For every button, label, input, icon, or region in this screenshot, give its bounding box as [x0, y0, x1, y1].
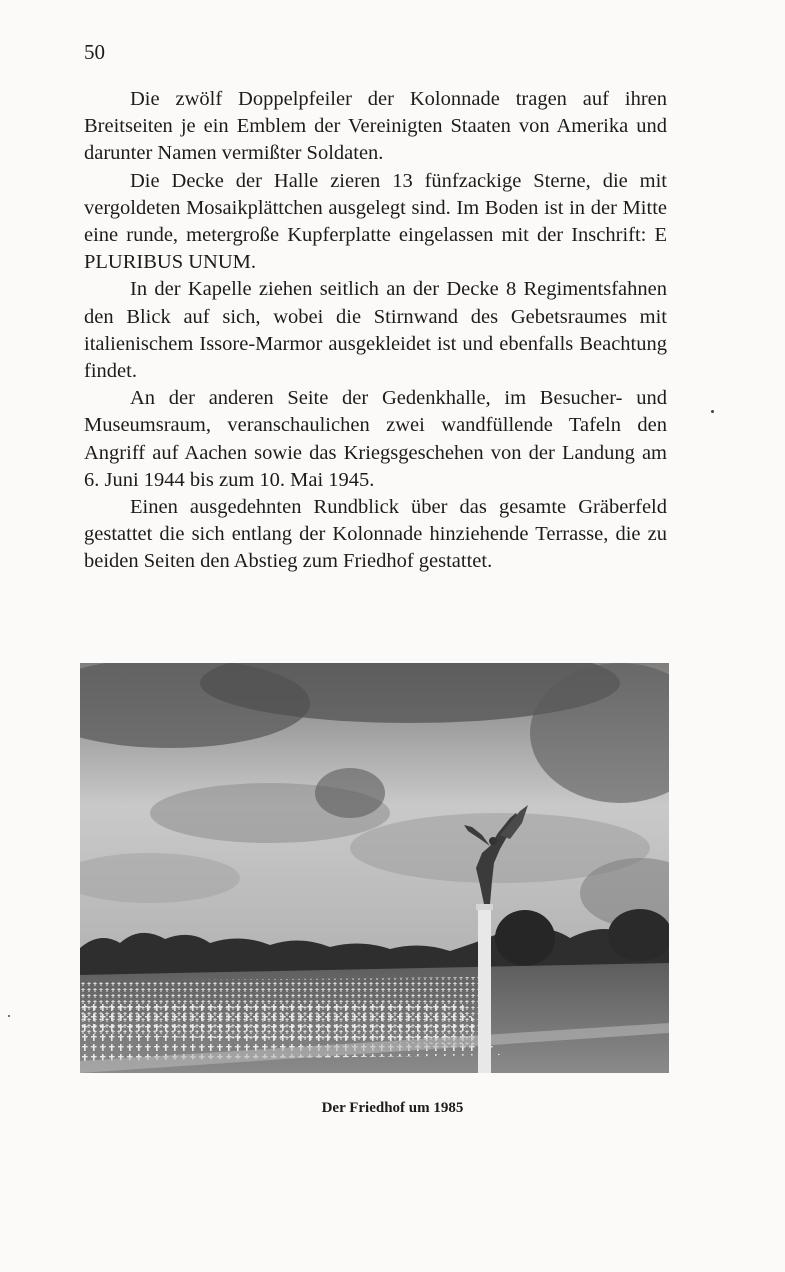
paragraph: Die Decke der Halle zieren 13 fünfzackige Sterne, die mit vergoldeten Mosaikplättchen ausgelegt sind. Im Boden ist in der Mitte eine runde, metergroße Kupferplatte eingelassen mit der Inschrift: E PLURIBUS UNUM.	[84, 169, 667, 274]
cemetery-photo	[80, 663, 669, 1073]
paragraph: An der anderen Seite der Gedenkhalle, im Besucher- und Museumsraum, veranschaulichen zwei wandfüllende Tafeln den Angriff auf Aachen sowie das Kriegsgeschehen von der Landung am 6. Juni 1944 bis zum 10. Mai 1945.	[84, 387, 667, 491]
speck	[8, 1015, 10, 1017]
paragraph: Die zwölf Doppelpfeiler der Kolonnade tragen auf ihren Breitseiten je ein Emblem der Vereinigten Staaten von Amerika und darunter Namen vermißter Soldaten.	[84, 88, 667, 165]
paragraph: In der Kapelle ziehen seitlich an der Decke 8 Regimentsfahnen den Blick auf sich, wobei die Stirnwand des Gebetsraumes mit italienischem Issore-Marmor ausgekleidet ist und ebenfalls Beachtung findet.	[84, 278, 667, 383]
paragraph: Einen ausgedehnten Rundblick über das gesamte Gräberfeld gestattet die sich entlang der Kolonnade hinziehende Terrasse, die zu beiden Seiten den Abstieg zum Friedhof gestattet.	[84, 496, 667, 573]
figure-caption: Der Friedhof um 1985	[321, 1100, 464, 1116]
page-number: 50	[84, 40, 105, 64]
speck	[711, 410, 714, 413]
body-text	[84, 86, 667, 576]
